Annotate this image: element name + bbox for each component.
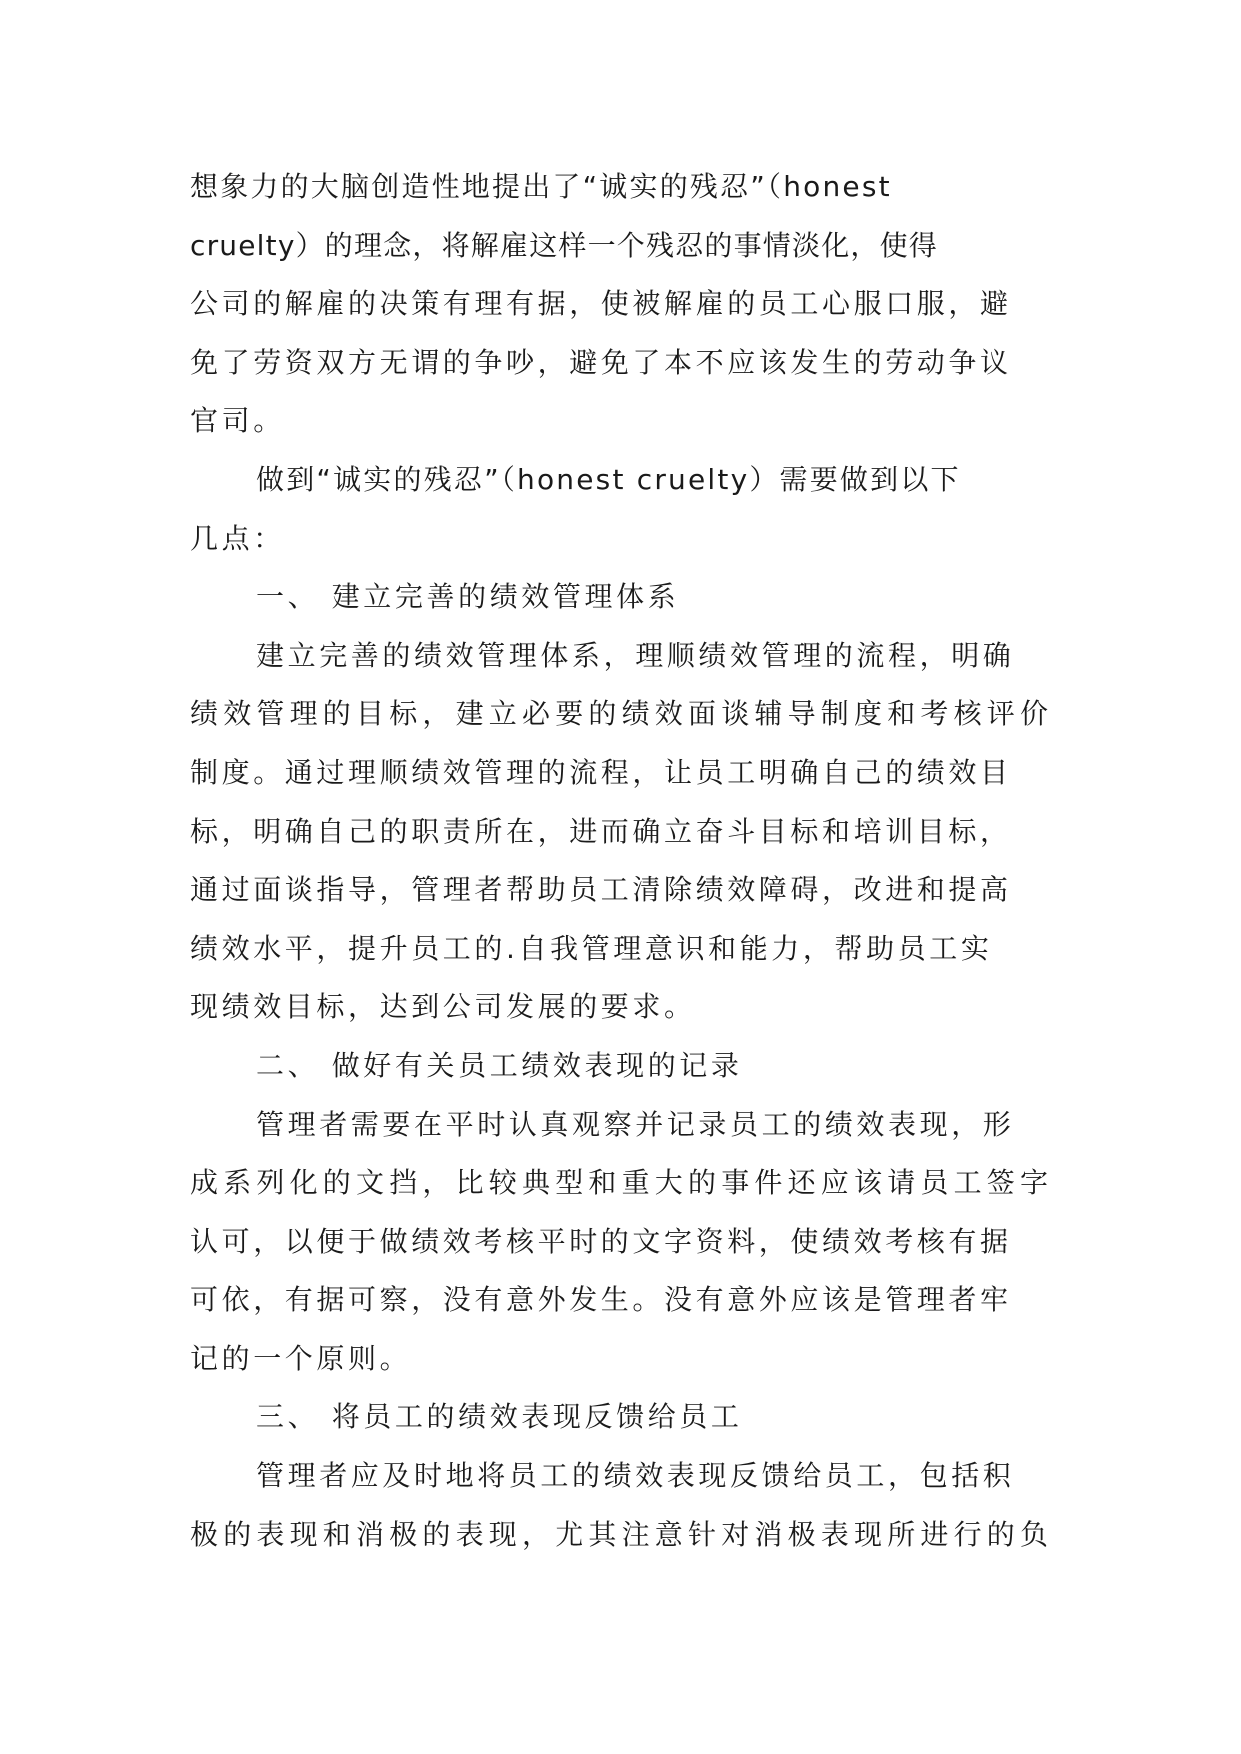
text-line: 免了劳资双方无谓的争吵，避免了本不应该发生的劳动争议 bbox=[190, 345, 1012, 379]
text-line: 通过面谈指导，管理者帮助员工清除绩效障碍，改进和提高 bbox=[190, 873, 1012, 907]
text-line: 公司的解雇的决策有理有据，使被解雇的员工心服口服，避 bbox=[190, 287, 1012, 321]
text-line: 标，明确自己的职责所在，进而确立奋斗目标和培训目标， bbox=[190, 814, 1012, 848]
text-line: 管理者需要在平时认真观察并记录员工的绩效表现，形 bbox=[256, 1107, 1015, 1141]
text-line: cruelty）的理念，将解雇这样一个残忍的事情淡化，使得 bbox=[190, 228, 939, 262]
section-heading-1: 一、 建立完善的绩效管理体系 bbox=[256, 580, 680, 614]
text-line: 绩效管理的目标，建立必要的绩效面谈辅导制度和考核评价 bbox=[190, 697, 1054, 731]
text-line: 官司。 bbox=[190, 404, 285, 438]
text-line: 想象力的大脑创造性地提出了“诚实的残忍”（honest bbox=[190, 170, 892, 203]
text-line: 成系列化的文挡，比较典型和重大的事件还应该请员工签字 bbox=[190, 1166, 1054, 1200]
text-line: 管理者应及时地将员工的绩效表现反馈给员工，包括积 bbox=[256, 1459, 1015, 1493]
text-line: 绩效水平，提升员工的.自我管理意识和能力，帮助员工实 bbox=[190, 931, 993, 965]
body-text bbox=[190, 158, 1054, 1564]
text-line: 做到“诚实的残忍”（honest cruelty）需要做到以下 bbox=[256, 462, 961, 496]
text-line: 可依，有据可察，没有意外发生。没有意外应该是管理者牢 bbox=[190, 1283, 1012, 1317]
section-heading-3: 三、 将员工的绩效表现反馈给员工 bbox=[256, 1400, 743, 1434]
text-line: 建立完善的绩效管理体系，理顺绩效管理的流程，明确 bbox=[256, 638, 1015, 672]
text-line: 极的表现和消极的表现，尤其注意针对消极表现所进行的负 bbox=[190, 1517, 1054, 1551]
text-line: 制度。通过理顺绩效管理的流程，让员工明确自己的绩效目 bbox=[190, 755, 1012, 789]
text-line: 几点： bbox=[190, 521, 285, 555]
text-line: 认可，以便于做绩效考核平时的文字资料，使绩效考核有据 bbox=[190, 1224, 1012, 1258]
text-line: 现绩效目标，达到公司发展的要求。 bbox=[190, 990, 696, 1024]
text-line: 记的一个原则。 bbox=[190, 1341, 412, 1375]
section-heading-2: 二、 做好有关员工绩效表现的记录 bbox=[256, 1048, 743, 1082]
